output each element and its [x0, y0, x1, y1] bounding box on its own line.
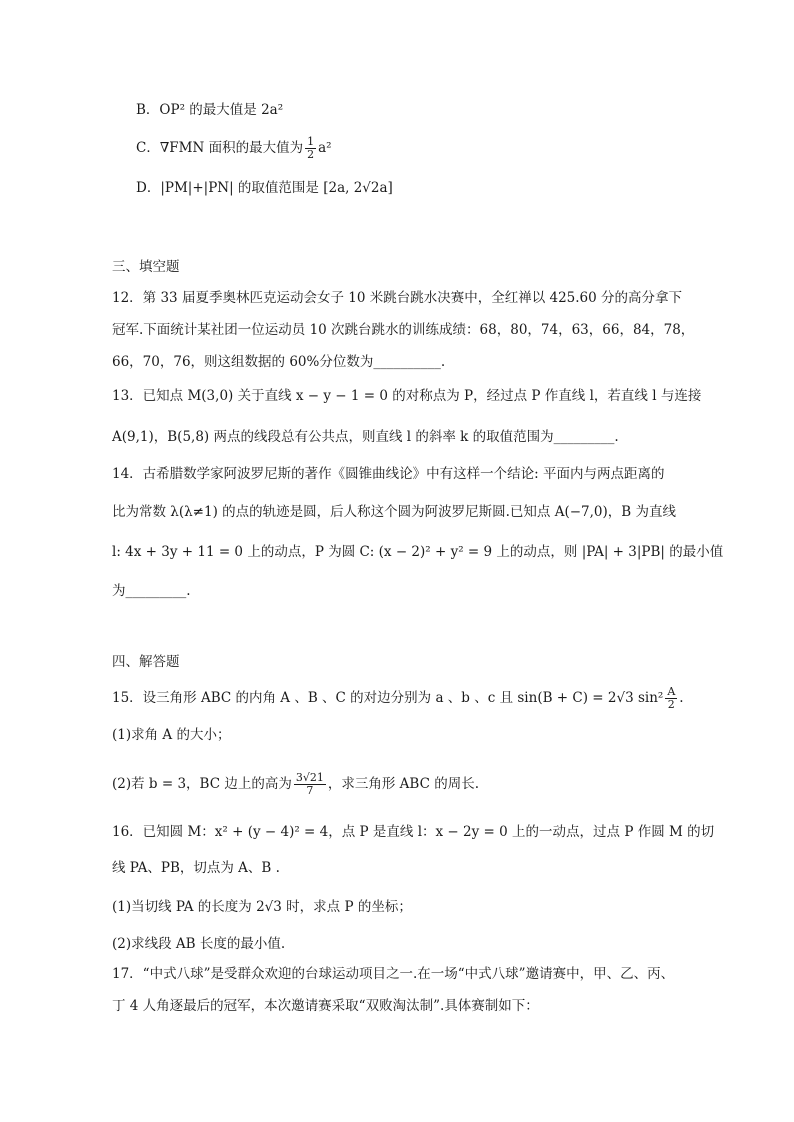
option-c-label: C．	[136, 140, 160, 156]
option-c-fraction-denominator: 2	[307, 148, 315, 161]
q16-part-2: (2)求线段 AB 长度的最小值.	[112, 936, 286, 952]
q15-line-1-end: .	[679, 690, 684, 706]
q16-line-1: 16．已知圆 M：x² + (y − 4)² = 4，点 P 是直线 l：x − 2y = 0 上的一动点，过点 P 作圆 M 的切	[112, 824, 715, 840]
q15-line-1-fraction	[665, 686, 677, 711]
q13-line-1: 13．已知点 M(3,0) 关于直线 x − y − 1 = 0 的对称点为 P，经过点 P 作直线 l，若直线 l 与连接	[112, 388, 702, 404]
q15-part-2-fraction-denominator: 7	[306, 784, 314, 797]
q15-line-1-fraction-denominator: 2	[667, 698, 675, 711]
q14-line-2: 比为常数 λ(λ≠1) 的点的轨迹是圆，后人称这个圆为阿波罗尼斯圆.已知点 A(−7,0)，B 为直线	[112, 504, 676, 520]
option-d	[136, 178, 393, 198]
option-d-label: D．	[136, 180, 161, 196]
q17-line-1: 17．“中式八球”是受群众欢迎的台球运动项目之一.在一场“中式八球”邀请赛中，甲、乙、丙、	[112, 966, 675, 982]
option-c-text-before: ∇FMN 面积的最大值为	[159, 140, 304, 156]
q15-part-2-end: ，求三角形 ABC 的周长.	[327, 776, 479, 792]
q14-line-3: l: 4x + 3y + 11 = 0 上的动点，P 为圆 C: (x − 2)² + y² = 9 上的动点，则 |PA| + 3|PB| 的最小值	[112, 544, 724, 560]
option-b-label: B．	[136, 102, 160, 118]
section-4-title: 四、解答题	[112, 654, 180, 670]
q12-line-3: 66，70，76，则这组数据的 60%分位数为__________.	[112, 354, 446, 370]
q15-part-2-fraction-numerator: 3√21	[295, 771, 324, 784]
q12-line-2: 冠军.下面统计某社团一位运动员 10 次跳台跳水的训练成绩：68，80，74，63，66，84，78，	[112, 322, 695, 338]
q15-part-2-fraction	[294, 772, 326, 797]
q14-line-1: 14．古希腊数学家阿波罗尼斯的著作《圆锥曲线论》中有这样一个结论: 平面内与两点距离的	[112, 466, 665, 482]
q15-line-1-text: 15．设三角形 ABC 的内角 A 、B 、C 的对边分别为 a 、b 、c 且 sin(B + C) = 2√3 sin²	[112, 690, 664, 706]
option-d-text: |PM|+|PN| 的取值范围是 [2a, 2√2a]	[160, 180, 393, 196]
q15-line-1	[112, 686, 684, 711]
q15-part-1: (1)求角 A 的大小；	[112, 727, 231, 743]
option-c-fraction	[305, 136, 316, 161]
q15-part-2-text: (2)若 b = 3，BC 边上的高为	[112, 776, 292, 792]
option-c-text-after: a²	[318, 140, 332, 156]
section-3-title: 三、填空题	[112, 259, 180, 275]
q16-part-1: (1)当切线 PA 的长度为 2√3 时，求点 P 的坐标；	[112, 899, 412, 915]
q16-line-2: 线 PA、PB，切点为 A、B .	[112, 860, 280, 876]
option-c	[136, 136, 332, 161]
option-c-fraction-numerator: 1	[307, 135, 315, 148]
q17-line-2: 丁 4 人角逐最后的冠军，本次邀请赛采取“双败淘汰制”.具体赛制如下：	[112, 998, 539, 1014]
q15-part-2	[112, 772, 479, 797]
q13-line-2: A(9,1)，B(5,8) 两点的线段总有公共点，则直线 l 的斜率 k 的取值范围为_________.	[112, 429, 619, 445]
q14-line-4: 为_________.	[112, 583, 191, 599]
q12-line-1: 12．第 33 届夏季奥林匹克运动会女子 10 米跳台跳水决赛中，全红禅以 425.60 分的高分拿下	[112, 290, 683, 306]
option-b	[136, 100, 283, 120]
option-b-text: OP² 的最大值是 2a²	[159, 102, 284, 118]
q15-line-1-fraction-numerator: A	[667, 685, 676, 698]
